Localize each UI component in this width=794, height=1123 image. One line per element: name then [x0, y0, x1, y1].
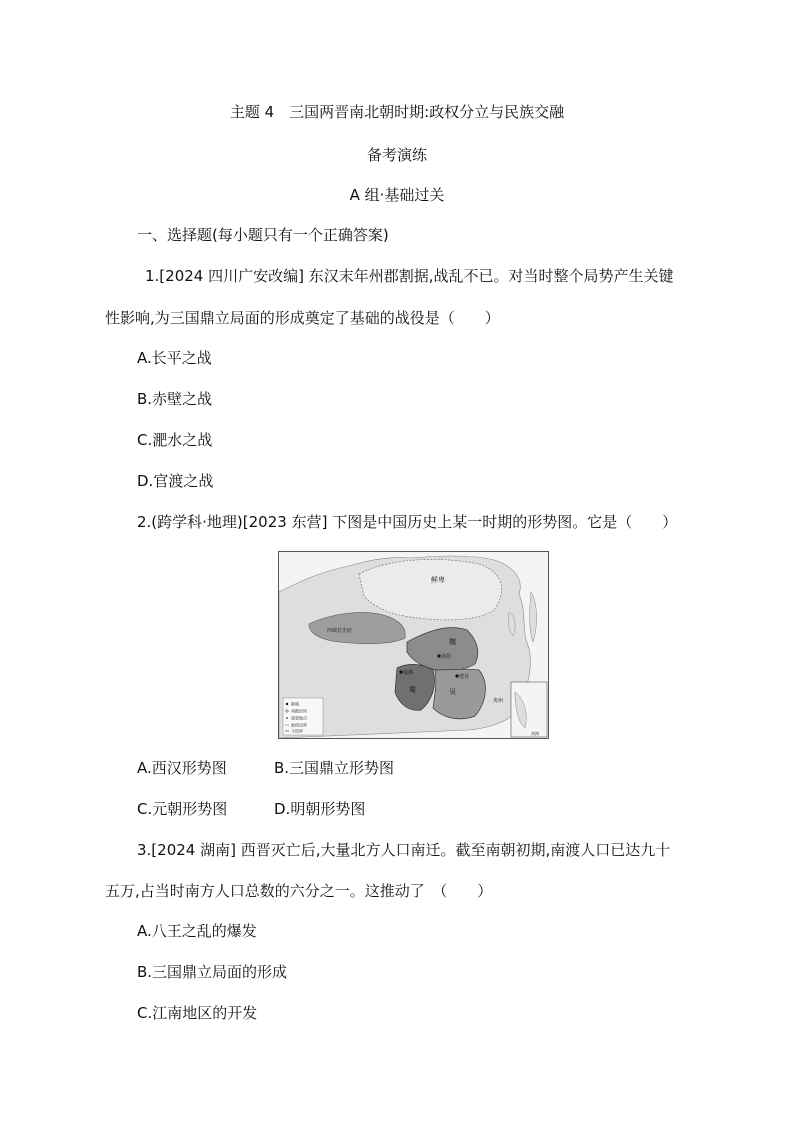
group-heading: A 组·基础过关	[349, 186, 445, 204]
q2-option-c: C.元朝形势图	[137, 800, 228, 818]
q1-option-d: D.官渡之战	[137, 472, 214, 490]
q3-option-b: B.三国鼎立局面的形成	[137, 963, 288, 981]
q2-option-a: A.西汉形势图	[137, 759, 227, 777]
q3-option-c: C.江南地区的开发	[137, 1004, 258, 1022]
label-xiyu: 西域长史府	[327, 628, 353, 634]
q1-option-b: B.赤壁之战	[137, 390, 213, 408]
label-luoyang: 洛阳	[441, 654, 452, 660]
q3-option-a: A.八王之乱的爆发	[137, 922, 257, 940]
legend-national-border: 今国界	[291, 728, 303, 734]
section-heading: 一、选择题(每小题只有一个正确答案)	[137, 226, 389, 244]
q3-stem-line1: 3.[2024 湖南] 西晋灭亡后,大量北方人口南迁。截至南朝初期,南渡人口已达九十	[137, 841, 671, 859]
q1-stem-line2: 性影响,为三国鼎立局面的形成奠定了基础的战役是（ ）	[105, 309, 500, 327]
q2-option-b: B.三国鼎立形势图	[274, 759, 395, 777]
page-title: 主题 4 三国两晋南北朝时期:政权分立与民族交融	[229, 103, 565, 121]
label-chengdu: 成都	[403, 670, 414, 676]
label-xianbei: 鲜卑	[431, 576, 445, 584]
q2-option-d: D.明朝形势图	[274, 800, 366, 818]
q2-stem: 2.(跨学科·地理)[2023 东营] 下图是中国历史上某一时期的形势图。它是（ ）	[137, 513, 678, 531]
label-wei: 魏	[449, 638, 456, 646]
q3-stem-line2: 五万,占当时南方人口总数的六分之一。这推动了 （ ）	[105, 882, 493, 900]
q1-stem-line1: 1.[2024 四川广安改编] 东汉末年州郡割据,战乱不已。对当时整个局势产生关键	[145, 267, 674, 285]
label-nanhai: 南海	[531, 731, 539, 736]
q1-option-c: C.淝水之战	[137, 431, 213, 449]
q1-option-a: A.长平之战	[137, 349, 212, 367]
legend-capital: 都城	[291, 701, 299, 707]
label-wu: 吴	[449, 688, 456, 696]
page-subtitle: 备考演练	[366, 146, 427, 164]
label-jianye: 建业	[459, 674, 470, 680]
label-shu: 蜀	[409, 686, 416, 694]
three-kingdoms-map	[278, 551, 549, 739]
legend-site: 重要地点	[291, 715, 307, 721]
legend-prefecture: 州郡治所	[291, 708, 307, 714]
legend-border: 政权边界	[291, 722, 307, 728]
label-yizhou: 夷州	[493, 698, 504, 704]
